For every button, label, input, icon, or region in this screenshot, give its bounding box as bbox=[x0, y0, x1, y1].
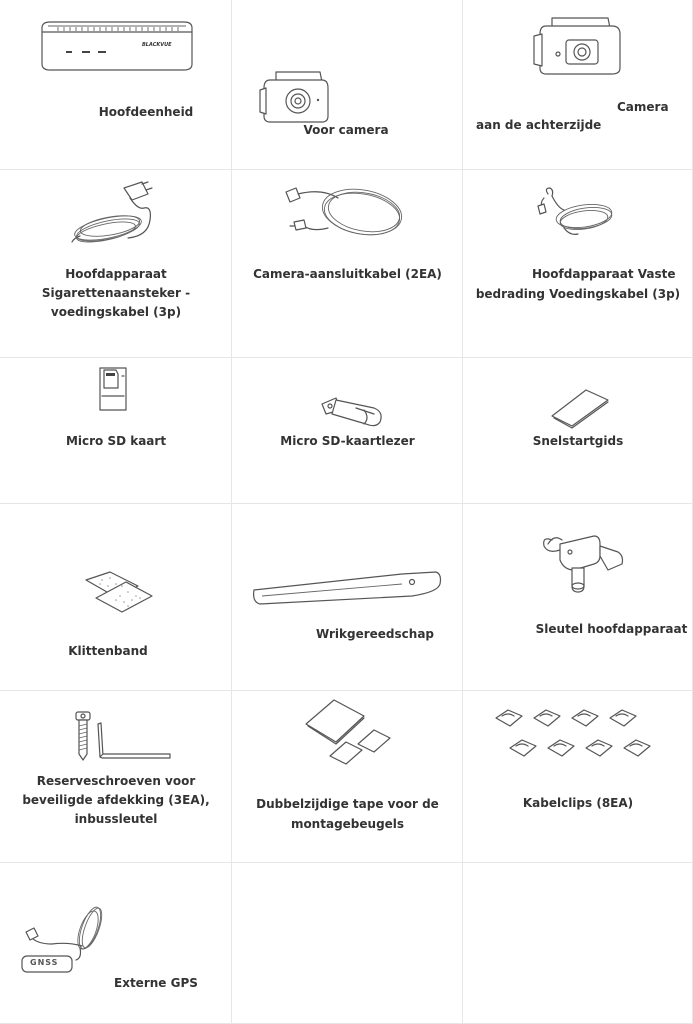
item-label-main-unit: Hoofdeenheid bbox=[98, 105, 194, 119]
front-camera-icon bbox=[256, 70, 336, 126]
item-label-tape-line1: Dubbelzijdige tape voor de bbox=[256, 797, 439, 811]
main-unit-key-icon bbox=[538, 530, 628, 596]
gps-device-text: GNSS bbox=[30, 958, 59, 967]
item-label-external-gps: Externe GPS bbox=[114, 976, 198, 990]
item-label-screws-line2: beveiligde afdekking (3EA), bbox=[22, 793, 210, 807]
item-label-rear-camera-line2: aan de achterzijde bbox=[476, 118, 602, 132]
micro-sd-card-icon bbox=[96, 366, 134, 414]
item-label-tape-line2: montagebeugels bbox=[290, 817, 405, 831]
item-label-hardwiring-line2: bedrading Voedingskabel (3p) bbox=[475, 287, 681, 301]
grid-cell bbox=[463, 358, 693, 504]
item-label-screws-line3: inbussleutel bbox=[74, 812, 158, 826]
item-label-velcro: Klittenband bbox=[68, 644, 148, 658]
double-sided-tape-icon bbox=[302, 698, 396, 770]
item-label-main-unit-key: Sleutel hoofdapparaat bbox=[535, 622, 688, 636]
hardwiring-cable-icon bbox=[534, 186, 616, 242]
item-label-camera-cable: Camera-aansluitkabel (2EA) bbox=[253, 267, 442, 281]
item-label-cigarette-cable-line2: Sigarettenaansteker - bbox=[41, 286, 191, 300]
item-label-pry-tool: Wrikgereedschap bbox=[315, 627, 435, 641]
item-label-micro-sd: Micro SD kaart bbox=[65, 434, 167, 448]
item-label-cigarette-cable-line3: voedingskabel (3p) bbox=[50, 305, 182, 319]
item-label-cigarette-cable-line1: Hoofdapparaat bbox=[65, 267, 167, 281]
rear-camera-icon bbox=[532, 16, 628, 76]
sd-card-reader-icon bbox=[318, 394, 388, 430]
item-label-front-camera: Voor camera bbox=[303, 123, 389, 137]
item-label-screws-line1: Reserveschroeven voor bbox=[36, 774, 196, 788]
item-label-quick-start: Snelstartgids bbox=[532, 434, 624, 448]
quick-start-guide-icon bbox=[550, 388, 610, 428]
item-label-cable-clips: Kabelclips (8EA) bbox=[522, 796, 634, 810]
camera-cable-icon bbox=[282, 182, 408, 246]
grid-cell bbox=[463, 863, 693, 1024]
item-label-sd-reader: Micro SD-kaartlezer bbox=[280, 434, 415, 448]
screws-allen-key-icon bbox=[70, 710, 174, 762]
pry-tool-icon bbox=[252, 570, 444, 606]
cigarette-lighter-cable-icon bbox=[68, 180, 164, 248]
item-label-hardwiring-line1: Hoofdapparaat Vaste bbox=[532, 267, 676, 281]
main-unit-brand: BLACKVUE bbox=[142, 42, 172, 48]
grid-cell bbox=[232, 863, 463, 1024]
velcro-icon bbox=[80, 570, 156, 614]
dashcam-main-unit-icon bbox=[38, 18, 196, 74]
grid-cell bbox=[232, 358, 463, 504]
cable-clips-icon bbox=[492, 708, 660, 768]
item-label-rear-camera-line1: Camera bbox=[617, 100, 669, 114]
